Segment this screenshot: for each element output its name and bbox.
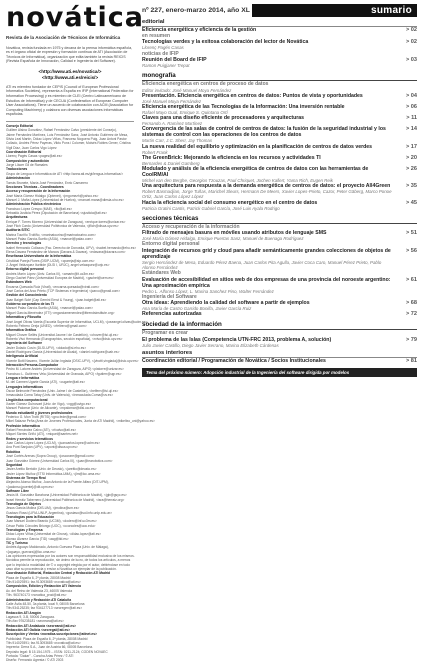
credit-line: Daniel Rodríguez García (Universidad de Alcalá), <daniel.rodriguez@uah.es>	[6, 349, 120, 354]
resumen-head: en resumen	[142, 33, 171, 39]
credit-heading: Tecnologías para la Educación	[6, 514, 55, 519]
credit-line: Tlfn.914029391; fax.913093685 <novatica@ati.es>	[6, 640, 81, 645]
credit-line: Pedro M. Latorre Andrés (Universidad de Zaragoza, AIPO) <platorre@unizar.es>	[6, 367, 124, 372]
credit-line: Portada: "Dakar" - Concha Arias Pérez / © ATI	[6, 653, 74, 658]
toc-entry-title: Filtrado de mensajes basura en móviles usando atributos de lenguaje SMS	[142, 230, 327, 237]
toc-entry-title: Hacia la eficiencia social del consumo energético en el centro de datos	[142, 199, 318, 206]
credit-heading: Administración	[6, 176, 30, 181]
credit-line: que lo impida la modalidad de © o copyright elegida por el autor, debiéndose en todo	[6, 562, 130, 567]
toc-entry[interactable]	[142, 115, 417, 126]
credit-line: Jorge Llácer Gil de Ramales	[6, 163, 48, 168]
credit-heading: Traducciones	[6, 167, 28, 172]
toc-entry[interactable]	[142, 27, 417, 33]
credit-line: Javier López Muñoz (ETSI Informática-UMA), <jlm@lcc.uma.es>	[6, 471, 101, 476]
credit-line: Silvia Leal Martín, Dídac López Viñas, Francesc Noguera Puig, Joan Antoni Pastor	[6, 137, 127, 142]
credit-line: Av. del Reino de Valencia 23, 46005 Valencia	[6, 588, 73, 593]
credit-line: Javier Areitio Bertolín (Univ. de Deusto), <jareitio@deusto.es>	[6, 467, 97, 472]
credit-line: Imprenta: Derra S.A., Juan de Austria 66, 08005 Barcelona.	[6, 645, 94, 650]
toc-entry-page: > 11	[406, 115, 417, 122]
toc-entry-title: Presentación. Eficiencia energética en centros de datos: Puntos de vista y oportunidades	[142, 92, 363, 99]
toc-entry-title: Integración de recursos grid y cloud para añadir semánticamente grandes colecciones de objetos de aprendizaje	[142, 247, 391, 260]
toc-entry[interactable]	[142, 300, 417, 311]
toc-entry-page: > 14	[405, 126, 417, 133]
toc-entry-author: José María Gómez Hidalgo, Enrique Puertas Sanz, Manuel de Buenaga Rodríguez	[142, 236, 304, 242]
credit-line: Jesus García Molina (DIS-UM), <jmolina@um.es>	[6, 506, 80, 511]
credit-line: Manuel Palomar (Univ. de Alicante), <mpalomar@dlsi.ua.es>	[6, 406, 96, 411]
credit-line: Calle Ávila 48-50, 3a planta, local 9, 08005 Barcelona	[6, 601, 85, 606]
credit-line: Tomás Brunete, María José Fernández, Enric Camarero	[6, 180, 88, 185]
credit-heading: Lenguajes informáticos	[6, 384, 44, 389]
toc-entry[interactable]	[142, 126, 417, 143]
toc-entry-body	[142, 39, 395, 50]
credit-heading: Coordinación Editorial	[6, 150, 42, 155]
credit-line: Andrés Aguayo Maldonado, Antonio Guevara Plaza (Univ. de Málaga),	[6, 545, 109, 550]
toc-entry-page: > 51	[405, 230, 417, 237]
credit-heading: Secciones Técnicas - Coordinadores	[6, 184, 64, 189]
section-group-head: Estándares Web	[142, 270, 181, 277]
toc-entry-body	[142, 358, 395, 364]
toc-entry-author: Michel van den Berghe, Georgios Tzouzas, Paul Chriquet, Jochen Kallert, Yama Rich, Eugen Reik	[142, 178, 333, 183]
toc-entry-page: > 02	[405, 39, 417, 46]
asuntos-head: asuntos interiores	[142, 350, 417, 358]
toc-entry-page: > 17	[405, 143, 417, 150]
toc-entry-body	[142, 93, 395, 104]
editorial-head: editorial	[142, 19, 417, 27]
toc-entry-page: > 68	[405, 300, 417, 307]
toc-entry-author: Fernando A. Ramírez Martínez	[142, 121, 203, 127]
toc-entry-body	[142, 200, 395, 211]
credit-line: Novática permite la reproducción, sin ánimo de lucro, de todos los artículos, a menos	[6, 558, 131, 563]
toc-entry-body	[142, 248, 395, 270]
toc-entry-body	[142, 337, 395, 348]
toc-entry-author: Julio Javier Castillo, Diego Javier Serrano, Marina Elizabeth Cárdenas	[142, 342, 279, 348]
toc-entry-body	[142, 155, 395, 166]
toc-entry-body	[142, 57, 395, 68]
credit-line: Collado, Andrés Pérez Payeras, Viktu Pons i Colomer, Moisés Robles Gener, Cristina	[6, 141, 131, 146]
credit-line: caso citar su procedencia y enviar a Novática un ejemplar de la publicación.	[6, 567, 117, 572]
credit-line: <{aguayo, guevara}@lcc.uma.es>	[6, 549, 56, 554]
monografia-editors: Editor invitado: José Manuel Moya Fernández	[142, 87, 232, 93]
credit-heading: Interacción Persona-Computador	[6, 362, 59, 367]
credit-line: Israel Herráiz Tabernero (Universidad Politécnica de Madrid), <isra@herraiz.org>	[6, 497, 125, 502]
toc-entry-author: Martin Carr, J.C. Sherr, Jay Thomas	[142, 138, 213, 144]
credit-line: Enrique F. Torres Moreno (Universidad de Zaragoza), <enrique.torres@unizar.es>	[6, 219, 126, 224]
credit-heading: Entorno digital personal	[6, 267, 44, 272]
toc-entry-page: > 72	[405, 311, 417, 318]
credit-line: Mikel Salazar Peña (Area de Jovenes Profesionales, Junta de ATI Madrid), <mikeltxo_uni@yahoo.es>	[6, 419, 155, 424]
credit-line: Ana Pont Sanjuán (UPV), <apont@disca.upv.es>	[6, 445, 78, 450]
toc-entry-body	[142, 166, 395, 183]
monografia-entries	[142, 93, 417, 211]
credit-heading: Seguridad	[6, 462, 23, 467]
credit-line: Depósito legal: B 15.154-1975 -- ISSN: 0211-2124; CODEN NOVAEC	[6, 649, 108, 654]
credit-line: Diseño: Fernando Agresta / © ATI 2003	[6, 658, 64, 663]
credit-heading: Gobierno corporativo de las TI	[6, 302, 54, 307]
credit-line: Miguel Chover Sellés (Universitat Jaume I de Castellón), <chover@lsi.uji.es>	[6, 332, 119, 337]
credit-line: Inmaculada Coma Tatay (Univ. de Valencia), <Inmaculada.Coma@uv.es>	[6, 393, 114, 398]
sociedad-entries	[142, 337, 417, 348]
credit-line: Vicente Botti Navarro, Vicente Julián Inglada (DSIC-UPV), <{vbotti,vinglada}@dsic.upv.es>	[6, 358, 139, 363]
credit-heading: Mundo estudiantil y jóvenes profesionales	[6, 410, 73, 415]
toc-entry-page: > 81	[405, 357, 417, 364]
intro-text-2: ATI es miembro fundador de CEPIS (Council of European Professional Informatics Societies), representa a España en IFIP (International Federation for Information Processing) y es miembro de CLEI (Centro Latinoamericano de Estudios de Informática) y de CECUA (Confederation of European Computer User Associations). Tiene un acuerdo de colaboración con ACM (Association for Computing Machinery) y colabora con diversas asociaciones informáticas españolas.	[6, 84, 134, 117]
credit-line: José Cortés Arenas (Sopra Group), <joscorare@gmail.com>	[6, 454, 95, 459]
toc-entry-author: Patricia Gratini Cantis, Patrick Gabriel García, José Luis Ayala Rodrigo	[142, 205, 280, 211]
credit-heading: Suscripción y Ventas <novatica.suscripciones@atinet.es>	[6, 632, 97, 637]
toc-entry[interactable]	[142, 39, 417, 50]
credit-line: Francisco López Crespo (MAE), <flc@ati.es>	[6, 206, 73, 211]
credit-heading: Robótica	[6, 449, 21, 454]
credit-line: Sebastià Justicia Pérez (Diputación de Barcelona) <sjusticia@ati.es>	[6, 210, 108, 215]
credit-line: Federico G. Mon Trotti (RITSI) <gnu.fede@gmail.com>	[6, 415, 87, 420]
resumen-entries	[142, 39, 417, 50]
toc-entry-page: > 04	[405, 92, 417, 99]
credit-line: Guillem Alsina González, Rafael Fernández Calvo (presidente del Consejo),	[6, 128, 117, 133]
credit-line: César Pablo Córcoles Briongo (UOC), <ccorcoles@uoc.edu>	[6, 523, 96, 528]
toc-entry-page: > 79	[405, 336, 417, 343]
masthead-subtitle: Revista de la Asociación de Técnicos de Informática	[6, 35, 121, 40]
toc-entry-body	[142, 183, 395, 199]
toc-entry-title: Una arquitectura para respuesta a la demanda energética de centros de datos: el proyecto All4Green	[142, 183, 391, 190]
toc-entry[interactable]	[142, 358, 417, 364]
credit-line: Isabel Hernando Collazos (Fac. Derecho de Donostia, UPV), <isabel.hernando@ehu.es>	[6, 245, 137, 250]
toc-entry-title: Otra ideas: Aprendiendo la calidad del software a partir de ejemplos	[142, 300, 310, 307]
web-links	[6, 69, 134, 81]
toc-entry-page: > 02	[405, 27, 417, 33]
credit-line: M. del Carmen Ugarte García (ATI), <cugarte@ati.es>	[6, 380, 86, 385]
credit-heading: Tecnología de Objetos	[6, 501, 42, 506]
credit-heading: Enseñanza Universitaria de la Informática	[6, 254, 72, 259]
credit-heading: Redes y servicios telemáticos	[6, 436, 53, 441]
credit-line: Andrés Marín López (Univ. Carlos III), <amarin@it.uc3m.es>	[6, 271, 95, 276]
ifip-head: noticias de IFIP	[142, 50, 179, 57]
ifip-entries	[142, 57, 417, 68]
credit-heading: Inteligencia Artificial	[6, 354, 39, 359]
toc-entry-page: > 03	[405, 56, 417, 63]
credit-line: Juan Carlos López López (UCLM), <juancarlos.lopez@uclm.es>	[6, 441, 101, 446]
issue-info: nº 227, enero-marzo 2014, año XL	[142, 7, 250, 14]
credit-line: José María Gómez Hidalgo (Optenet), <jmgomezh@yahoo.es>	[6, 193, 99, 198]
programar-head: Programar es crear	[142, 330, 188, 337]
credit-line: Cristóbal Pareja Flores (DSIP-UCM), <cpareja@sip.ucm.es>	[6, 258, 95, 263]
credit-line: Didac López Viñas (Universitat de Girona), <didac.lopez@ati.es>	[6, 532, 102, 537]
toc-entry-author: Pedro L. Alfonso López, L. Marina Sanchez Pino, Walter Fernández	[142, 288, 274, 294]
toc-entry-author: Llorenç Pagés Casas	[142, 45, 184, 51]
toc-entry[interactable]	[142, 248, 417, 270]
credit-line: Elena Davara Fernández de Marcos (Davara & Davara), <edavara@davara.com>	[6, 250, 126, 254]
toc-entry-body	[142, 104, 395, 115]
credit-heading: Redacción ATI Galicia <secregal@ati.es>	[6, 627, 71, 632]
credit-heading: Informática Gráfica	[6, 328, 37, 333]
credit-heading: Coordinación Editorial, Redacción Central y Redacción ATI Madrid	[6, 571, 111, 576]
toc-entry-author: Bernardes & Daniel Gamberg	[142, 160, 200, 166]
credit-heading: Administración Pública electrónica	[6, 202, 61, 207]
editorial-entries	[142, 27, 417, 33]
toc-entry-title: La nueva realidad del equilibrio y optimización en la planificación de centros de datos verdes	[142, 143, 373, 150]
toc-entry-body	[142, 126, 395, 143]
toc-entry[interactable]	[142, 230, 417, 241]
credit-line: José Flich Cardo (Universidad Politécnica de Valencia, <jflich@disca.upv.es>	[6, 223, 119, 228]
credit-line: Juan Manuel Dodero Beardo (UC3M), <dodero@inf.uc3m.es>	[6, 519, 97, 524]
credit-line: José Angel Olivas Varela (Escuela Superior de Informática, UCLM), <joseangel.olivas@uclm.es>	[6, 319, 148, 324]
credit-line: J. Ángel Velázquez Iturbide (DLSI I, URJC), angel.velazquez@urjc.es>	[6, 263, 110, 268]
credit-line: Alonso Álvarez García (TID) <aag@tid.es>	[6, 536, 69, 541]
toc-entry[interactable]	[142, 311, 417, 317]
toc-entry-title: The GreenBrick: Mejorando la eficiencia en los recursos y actividades TI	[142, 154, 321, 161]
credit-line: José Carlos del Arco Prieto (TCP Sistemas e Ingeniería) <jcarco@gmail.com>	[6, 289, 121, 294]
credit-line: Lagasca 9, 3-B, 50006 Zaragoza.	[6, 614, 55, 619]
credit-heading: Informática y Filosofía	[6, 315, 41, 320]
credit-line: Marina Touriño Troitiño, <marinatourino@marinatourino.com>	[6, 232, 96, 237]
toc-entry-body	[142, 300, 395, 311]
masthead-logo: novática	[6, 2, 144, 33]
toc-entry-page: > 20	[405, 154, 417, 161]
toc-entry-title: Modulado y análisis de la eficiencia energética de centros de datos con las herramientas de CoolRM/AI	[142, 166, 369, 178]
toc-entry-title: Coordinación editorial / Programación de Novática / Socios Institucionales	[142, 357, 326, 364]
toc-entry-title: Reunión del Board de IFIP	[142, 56, 207, 63]
toc-entry-author: José Manuel Moya Fernández	[142, 98, 202, 104]
toc-entry[interactable]	[142, 144, 417, 155]
credit-heading: Auditoría SITIC	[6, 228, 30, 233]
toc-entry-body	[142, 144, 395, 155]
toc-entry-author: Rafael Mayo Gual, Enrique S. Quintana Ortí	[142, 109, 228, 115]
toc-entry-title: Claves para una diseño eficiente de procesadores y arquitecturas	[142, 115, 305, 122]
section-group-head: Acceso y recuperación de la información	[142, 223, 240, 230]
credit-line: Miguel García-Menéndez (iTTi) <mgarciamenendez@ittrendsinstitute.org>	[6, 310, 115, 315]
toc-entry-title: Referencias autorizadas	[142, 311, 202, 318]
credit-line: Llorenç Pagés Casas <pages@ati.es>	[6, 154, 63, 159]
credit-heading: Estándares Web	[6, 280, 32, 285]
right-column	[142, 4, 417, 377]
credit-heading: Lengua e Informática	[6, 375, 40, 380]
credit-heading: Redacción ATI Andalucía <secreand@ati.es>	[6, 623, 76, 628]
toc-entry[interactable]	[142, 277, 417, 294]
novatica-link[interactable]: <http://www.ati.es/novatica/>	[38, 68, 102, 74]
toc-entry-title: Convergencia de las salas de control de centros de datos: la fusión de la seguridad industrial y los sistemas de control con las operaciones de los centros de datos	[142, 126, 386, 139]
credit-line: Tlfn./fax 976235181 <secreara@ati.es>	[6, 619, 64, 624]
credit-line: Rafael Fernández Calvo (ATI), <rfcalvo@ati.es>	[6, 428, 77, 433]
credit-line: Roberto Vivó Hernando (Eurographics, sección española), <rvivo@dsic.upv.es>	[6, 336, 123, 341]
credit-heading: Redacción ATI Aragón	[6, 610, 41, 615]
credit-line: Las opiniones expresadas por los autores son responsabilidad exclusiva de los mismos.	[6, 554, 135, 559]
credit-heading: Composición y autoedición	[6, 158, 50, 163]
toc-entry-author: Robert Basmadjian, Jorge Tuñas, Marichel Sleurs, Hermann De Meers, Xavier Lopes-Prieto, Cazor, Peter Gäberg, Marco Ponoe Ortiz, Juan Carlos López López	[142, 189, 392, 200]
credit-heading: Gestión del Conocimiento	[6, 293, 47, 298]
credit-heading: Acceso y recuperación de la Información	[6, 189, 71, 194]
toc-entry-page: > 61	[405, 276, 417, 283]
section-group-head: Ingeniería del Software	[142, 293, 197, 300]
sociedad-head: sociedad de la información	[142, 321, 417, 330]
credit-line: Tlfn.914029391; fax.913093685 <novatica@ati.es>	[6, 580, 81, 585]
toc-entry[interactable]	[142, 200, 417, 211]
toc-entry-title: El problema de las Islas (Competencia UTN-FRC 2013, problema A, solución)	[142, 336, 332, 343]
sumario-title: sumario	[252, 4, 417, 17]
monografia-head: monografía	[142, 72, 417, 81]
credit-heading: Arquitecturas	[6, 215, 28, 220]
credit-heading: Tecnologías y Empresa	[6, 528, 43, 532]
toc-entry-author: Ramon Puigjaner Trepat	[142, 62, 190, 68]
toc-entry-body	[142, 311, 395, 317]
toc-entry-body	[142, 230, 395, 241]
credit-heading: Administración y Redacción ATI Cataluña	[6, 597, 72, 602]
toc-entry[interactable]	[142, 155, 417, 166]
credit-line: Vigil Díaz, Juan Carlos Vigo López	[6, 145, 57, 150]
secciones-groups	[142, 224, 417, 318]
credit-line: <{aalonso,jpuente}@dit.upm.es>	[6, 484, 54, 489]
toc-entry[interactable]	[142, 93, 417, 104]
credit-line: Francisco L. Gutiérrez Vela (Universidad de Granada, AIPO) <fgutierr@ugr.es>	[6, 371, 122, 376]
toc-entry-author: Ana María de Castro Garrido Bonilla, Javier García Ruiz	[142, 306, 252, 312]
credit-line: Alejandro Alonso Muñoz, Juan Antonio de la Puente Alfaro (DIT-UPM),	[6, 480, 109, 485]
toc-entry[interactable]	[142, 337, 417, 348]
credit-line: Tlfn. 963740173 <novatica_prod@ati.es>	[6, 593, 67, 598]
credit-heading: Ingeniería del Software	[6, 341, 43, 346]
monografia-subject: Eficiencia energética en centros de proceso de datos	[142, 81, 269, 88]
credit-heading: Profesión informática	[6, 423, 40, 428]
credit-heading: Derecho y tecnologías	[6, 241, 42, 246]
asuntos-entries	[142, 358, 417, 364]
toc-entry-author: Robert Frank	[142, 149, 168, 155]
credit-line: Jaime Fernández Martínez, Luís Fernández Sanz, José Antonio Gutiérrez de Mesa,	[6, 132, 129, 137]
intro-text: Novática, revista fundada en 1975 y decana de la prensa informática española, es el órgano oficial de expresión y formación continua de ATI (Asociación de Técnicos de Informática), organización que edita también la revista REICIS (Revista Española de Innovación, Calidad e Ingeniería del Software).	[6, 45, 133, 64]
credit-line: Miquel Sàrries Griñó (ATI), <miquel@sarries.net>	[6, 432, 79, 437]
toc-entry-page: > 45	[405, 199, 417, 206]
secciones-head: secciones técnicas	[142, 215, 417, 224]
toc-entry-title: Eficiencia energética y eficiencia de la gestión	[142, 27, 257, 33]
next-issue-banner: Tema del próximo número: Adopción industrial de la Ingeniería del software dirigida por modelos	[142, 368, 417, 377]
credit-line: Javier Dolado Cosín (DLSI-UPV), <dolado@si.ehu.es>	[6, 345, 87, 350]
toc-entry[interactable]	[142, 183, 417, 199]
credit-line: Roberto Feltrero Oreja (UNED), <rfeltrero@gmail.com>	[6, 323, 87, 328]
credit-line: Tlfn.934125235; fax 934127713 <secregen@ati.es>	[6, 606, 83, 611]
credit-line: Encarna Quesada Ruiz (Virati), <encarna.quesada@virati.com>	[6, 284, 100, 289]
credit-line: Gustavo Rossi (LIFIA-UNLP, Argentina), <gustavo@sol.info.unlp.edu.ar>	[6, 510, 113, 515]
section-group-head: Entorno digital personal	[142, 241, 200, 248]
credit-line: Publicidad: Plaza de España 6, 2ª planta, 28008 Madrid	[6, 636, 88, 641]
toc-entry-page: > 26	[405, 166, 417, 172]
toc-entry-body	[142, 27, 395, 33]
credit-line: Grupo de Lengua e Informática de ATI <http://www.ati.es/gt/lengua-informatica/>	[6, 171, 124, 176]
credit-line: Xavier Gómez Guinovart (Univ. de Vigo), <xgg@uvigo.es>	[6, 402, 92, 407]
credit-heading: Composición, Edición y Redacción ATI Valencia	[6, 584, 81, 589]
credit-heading: Software Libre	[6, 488, 29, 493]
credit-heading: Sistemas de Tiempo Real	[6, 475, 46, 480]
reicis-link[interactable]: <http://www.ati.es/reicis/>	[41, 74, 99, 80]
credit-heading: Consejo Editorial	[6, 124, 34, 129]
toc-entry-title: Tecnologías verdes y la exitosa colaboración del lector de Novática	[142, 39, 309, 46]
issue-header	[142, 4, 417, 17]
toc-entry-title: Eficiencia energética de las Tecnologías de la Información: Una inversión rentable	[142, 103, 345, 110]
toc-entry[interactable]	[142, 57, 417, 68]
credit-line: Manuel J. Maña López (Universidad de Huelva), <manuel.mana@diesia.uhu.es>	[6, 197, 125, 202]
toc-entry-page: > 35	[405, 183, 417, 190]
toc-entry[interactable]	[142, 166, 417, 183]
credit-line: Diego Gachet Páez (Universidad Europea de Madrid), <gachet@uem.es>	[6, 276, 114, 281]
credit-line: Joan Baiget Solé (Cap Gemini Ernst & Young), <joan.baiget@ati.es>	[6, 297, 107, 302]
toc-entry-author: Sergio Hernández de Mesa, Eduardo Pérez Baena, Juan Carlos Pita Agulla, Javier Coca Caro, Manuel Pérez Prieto, Pablo Alonso Fernández	[142, 259, 382, 270]
credit-heading: TIC y Turismo	[6, 541, 28, 546]
credit-line: Plaza de España 6, 2ª planta, 28008 Madrid	[6, 575, 71, 580]
credit-line: Juan González Gómez (Universidad Carlos III), <juan@iearobotics.com>	[6, 458, 113, 463]
toc-entry[interactable]	[142, 104, 417, 115]
credit-line: Manuel Palao García-Suelto (ASIA), <manuel@palao.com>	[6, 236, 94, 241]
credit-line: Manuel Palao García-Suelto (ASIA), <manuel@palao.com>	[6, 306, 94, 311]
toc-entry-body	[142, 277, 395, 294]
toc-entry-body	[142, 115, 395, 126]
toc-entry-page: > 56	[405, 247, 417, 254]
credit-heading: Lingüística computacional	[6, 397, 48, 402]
toc-entry-page: > 06	[405, 103, 417, 110]
toc-entry-title: Evaluación de accesibilidad en sitios web de dos empresas de una provincia del noroeste argentino: Una aproximación empírica	[142, 276, 391, 289]
credit-line: Jesús M. González Barahona (Universidad Politécnica de Madrid), <jgb@gsyc.es>	[6, 493, 127, 498]
credit-line: Óscar Belmonte Fernández (Univ. Jaime I de Castellón), <belfern@lsi.uji.es>	[6, 389, 119, 393]
